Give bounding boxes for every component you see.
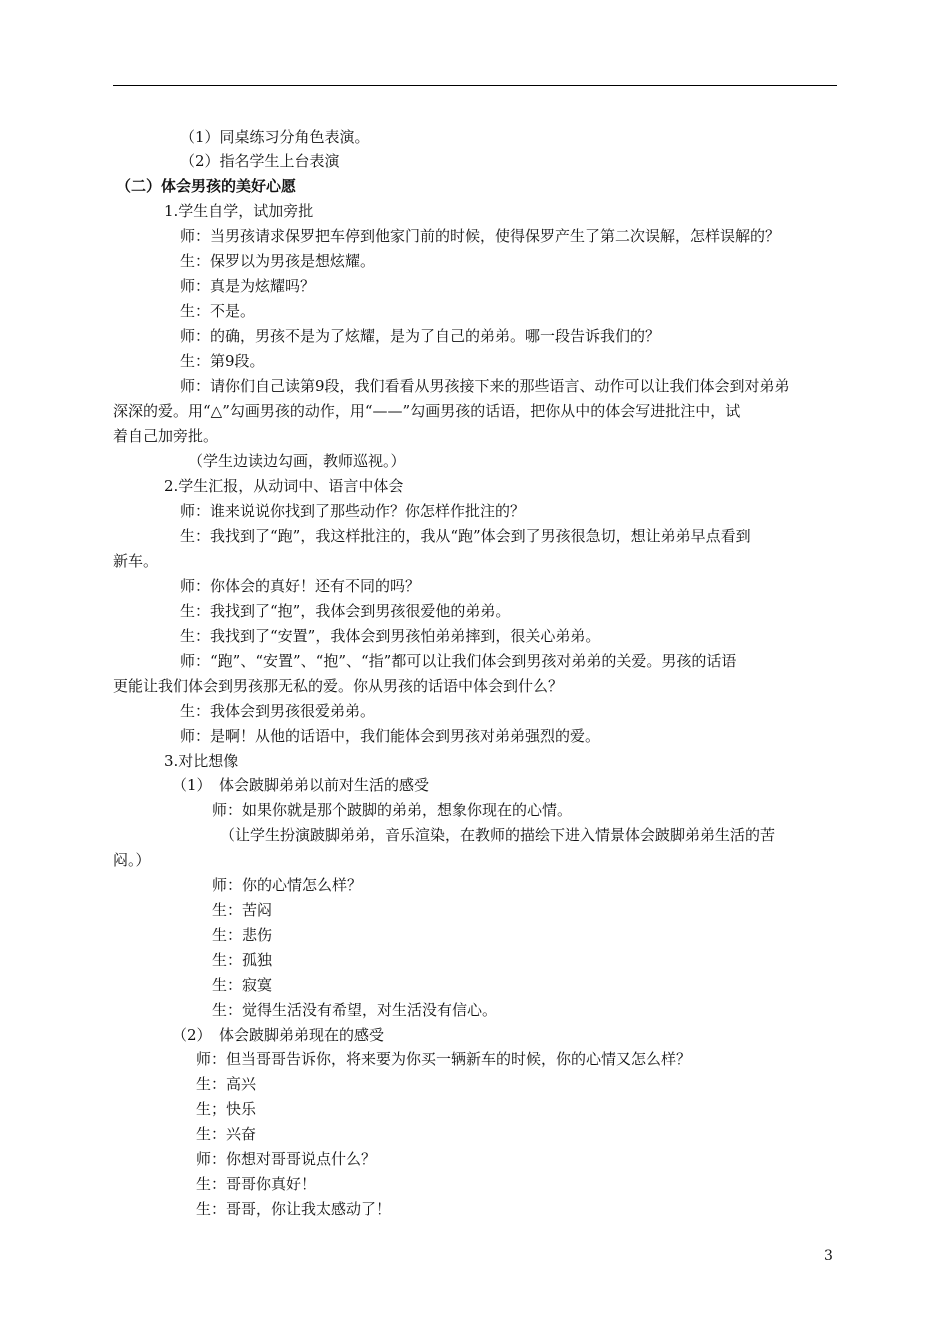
text-line: 生：高兴 xyxy=(196,1075,257,1093)
section-heading: （二）体会男孩的美好心愿 xyxy=(116,177,297,195)
text-line: 生：哥哥，你让我太感动了！ xyxy=(196,1200,392,1218)
text-line: 师：如果你就是那个跛脚的弟弟，想象你现在的心情。 xyxy=(212,801,573,819)
text-line: 师：谁来说说你找到了那些动作？你怎样作批注的？ xyxy=(180,502,526,520)
text-line: （学生边读边勾画，教师巡视。） xyxy=(188,452,406,470)
text-line: （让学生扮演跛脚弟弟，音乐渲染，在教师的描绘下进入情景体会跛脚弟弟生活的苦 xyxy=(220,826,776,844)
text-line: 生：兴奋 xyxy=(196,1125,257,1143)
text-line: 生：保罗以为男孩是想炫耀。 xyxy=(180,252,376,270)
text-line: 生：悲伤 xyxy=(212,926,273,944)
page-number: 3 xyxy=(824,1248,833,1264)
text-line: 更能让我们体会到男孩那无私的爱。你从男孩的话语中体会到什么？ xyxy=(113,677,564,695)
text-line: 生：我找到了“跑”，我这样批注的，我从“跑”体会到了男孩很急切，想让弟弟早点看到 xyxy=(180,527,751,545)
text-line: 师：的确，男孩不是为了炫耀，是为了自己的弟弟。哪一段告诉我们的？ xyxy=(180,327,661,345)
text-line: 新车。 xyxy=(113,552,159,570)
text-line: 师：但当哥哥告诉你，将来要为你买一辆新车的时候，你的心情又怎么样？ xyxy=(196,1050,692,1068)
text-line: 深深的爱。用“△”勾画男孩的动作，用“——”勾画男孩的话语，把你从中的体会写进批注中，试 xyxy=(113,402,741,420)
text-line: 生：寂寞 xyxy=(212,976,273,994)
text-line: 师：“跑”、“安置”、“抱”、“指”都可以让我们体会到男孩对弟弟的关爱。男孩的话语 xyxy=(180,652,737,670)
text-line: 生：我找到了“安置”，我体会到男孩怕弟弟摔到，很关心弟弟。 xyxy=(180,627,601,645)
text-line: 生；快乐 xyxy=(196,1100,257,1118)
text-line: （1）同桌练习分角色表演。 xyxy=(180,128,370,146)
text-line: 着自己加旁批。 xyxy=(113,427,219,445)
subsection-heading: （2） 体会跛脚弟弟现在的感受 xyxy=(172,1026,385,1044)
subsection-heading: 1.学生自学，试加旁批 xyxy=(164,202,314,220)
text-line: 生：觉得生活没有希望，对生活没有信心。 xyxy=(212,1001,498,1019)
header-rule xyxy=(113,85,837,86)
text-line: 师：请你们自己读第9段，我们看看从男孩接下来的那些语言、动作可以让我们体会到对弟弟 xyxy=(180,377,790,395)
text-line: 生：哥哥你真好！ xyxy=(196,1175,317,1193)
subsection-heading: 3.对比想像 xyxy=(164,752,239,770)
text-line: 师：你的心情怎么样？ xyxy=(212,876,363,894)
text-line: 生：第9段。 xyxy=(180,352,265,370)
text-line: 师：你体会的真好！还有不同的吗？ xyxy=(180,577,421,595)
text-line: 生：不是。 xyxy=(180,302,256,320)
text-line: 生：我找到了“抱”，我体会到男孩很爱他的弟弟。 xyxy=(180,602,511,620)
text-line: 师：真是为炫耀吗？ xyxy=(180,277,316,295)
text-line: 师：是啊！从他的话语中，我们能体会到男孩对弟弟强烈的爱。 xyxy=(180,727,601,745)
text-line: 生：我体会到男孩很爱弟弟。 xyxy=(180,702,376,720)
text-line: 生：苦闷 xyxy=(212,901,273,919)
text-line: 师：你想对哥哥说点什么？ xyxy=(196,1150,377,1168)
subsection-heading: 2.学生汇报，从动词中、语言中体会 xyxy=(164,477,404,495)
text-line: （2）指名学生上台表演 xyxy=(180,152,340,170)
text-line: 师：当男孩请求保罗把车停到他家门前的时候，使得保罗产生了第二次误解，怎样误解的？ xyxy=(180,227,781,245)
text-line: 闷。） xyxy=(113,851,151,869)
subsection-heading: （1） 体会跛脚弟弟以前对生活的感受 xyxy=(172,776,430,794)
text-line: 生：孤独 xyxy=(212,951,273,969)
